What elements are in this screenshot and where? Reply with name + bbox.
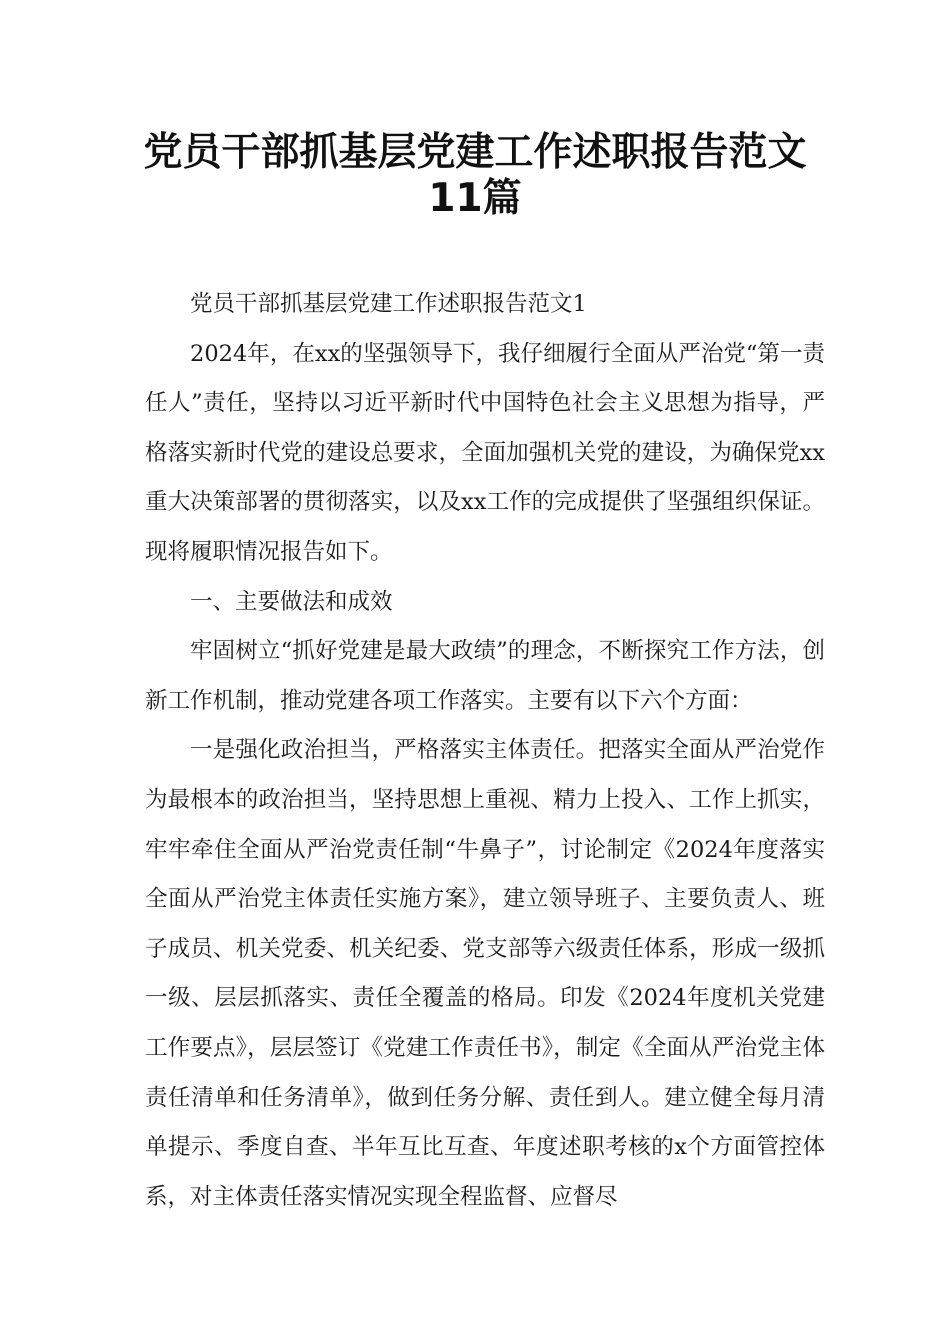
title-line-1: 党员干部抓基层党建工作述职报告范文 xyxy=(143,130,807,175)
document-title xyxy=(60,130,890,222)
section-heading: 一、主要做法和成效 xyxy=(190,588,393,615)
title-line-2: 11篇 xyxy=(428,176,522,221)
section-heading: 党员干部抓基层党建工作述职报告范文1 xyxy=(190,291,587,317)
paragraph-point-one: 一是强化政治担当，严格落实主体责任。把落实全面从严治党作为最根本的政治担当，坚持思想上重视、精力上投入、工作上抓实，牢牢牵住全面从严治党责任制“牛鼻子”，讨论制定《2024年度落实全面从严治党主体责任实施方案》，建立领导班子、主要负责人、班子成员、机关党委、机关纪委、党支部等六级责任体系，形成一级抓一级、层层抓落实、责任全覆盖的格局。印发《2024年度机关党建工作要点》，层层签订《党建工作责任书》，制定《全面从严治党主体责任清单和任务清单》，做到任务分解、责任到人。建立健全每月清单提示、季度自查、半年互比互查、年度述职考核的x个方面管控体系，对主体责任落实情况实现全程监督、应督尽 xyxy=(145,737,825,1210)
paragraph-summary: 牢固树立“抓好党建是最大政绩”的理念，不断探究工作方法，创新工作机制，推动党建各项工作落实。主要有以下六个方面： xyxy=(145,638,825,714)
paragraph-intro: 2024年，在xx的坚强领导下，我仔细履行全面从严治党“第一责任人”责任，坚持以习近平新时代中国特色社会主义思想为指导，严格落实新时代党的建设总要求，全面加强机关党的建设，为确保党xx重大决策部署的贯彻落实，以及xx工作的完成提供了坚强组织保证。现将履职情况报告如下。 xyxy=(145,340,825,565)
document-body xyxy=(145,280,825,1222)
